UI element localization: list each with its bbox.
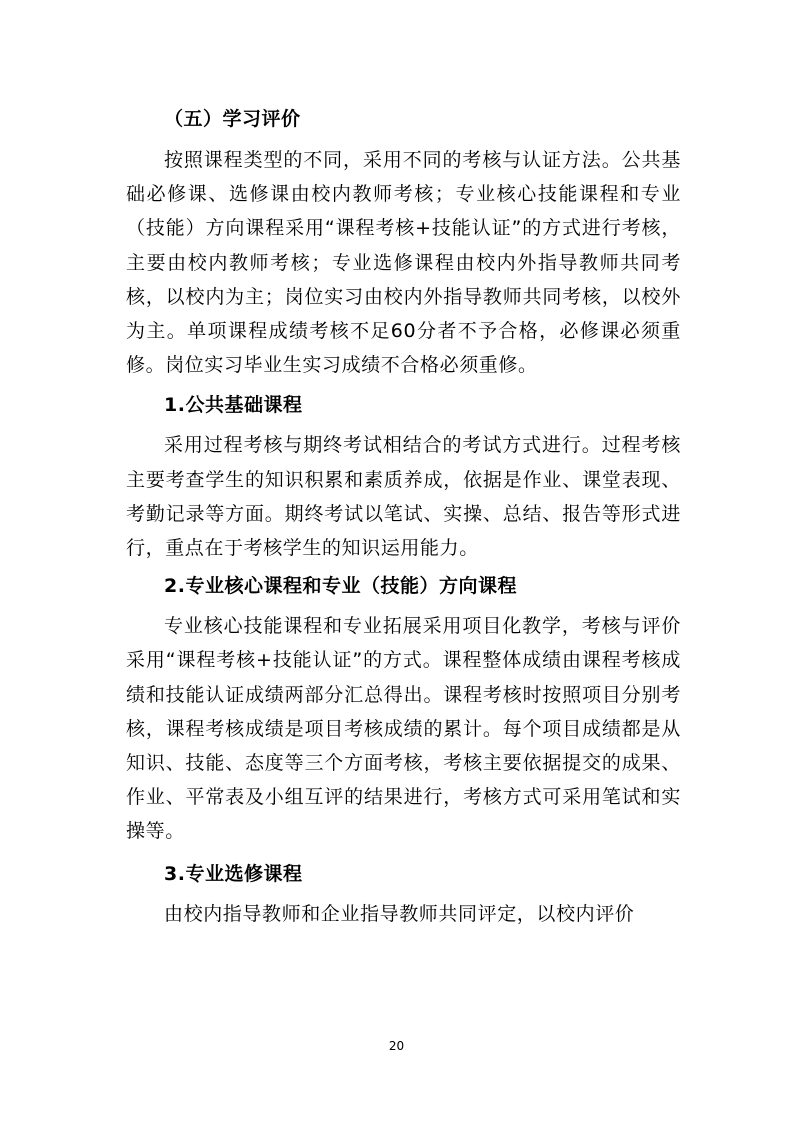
page-number: 20 <box>388 1039 405 1053</box>
section-heading: （五）学习评价 <box>164 108 301 130</box>
page-content <box>126 106 681 931</box>
subheading-elective-courses: 3.专业选修课程 <box>164 862 303 885</box>
subheading-core-and-direction-courses: 2.专业核心课程和专业（技能）方向课程 <box>164 575 517 598</box>
elective-courses-paragraph: 由校内指导教师和企业指导教师共同评定，以校内评价 <box>164 902 635 925</box>
core-and-direction-courses-paragraph: 专业核心技能课程和专业拓展采用项目化教学，考核与评价采用“课程考核+技能认证”的方式。课程整体成绩由课程考核成绩和技能认证成绩两部分汇总得出。课程考核时按照项目分别考核，课程考核成绩是项目考核成绩的累计。每个项目成绩都是从知识、技能、态度等三个方面考核，考核主要依据提交的成果、作业、平常表及小组互评的结果进行，考核方式可采用笔试和实操等。 <box>126 615 681 843</box>
public-basic-courses-paragraph: 采用过程考核与期终考试相结合的考试方式进行。过程考核主要考查学生的知识积累和素质养成，依据是作业、课堂表现、考勤记录等方面。期终考试以笔试、实操、总结、报告等形式进行，重点在于考核学生的知识运用能力。 <box>126 434 681 560</box>
subheading-public-basic-courses: 1.公共基础课程 <box>164 394 303 417</box>
section-intro-paragraph: 按照课程类型的不同，采用不同的考核与认证方法。公共基础必修课、选修课由校内教师考核；专业核心技能课程和专业（技能）方向课程采用“课程考核+技能认证”的方式进行考核，主要由校内教师考核；专业选修课程由校内外指导教师共同考核，以校内为主；岗位实习由校内外指导教师共同考核，以校外为主。单项课程成绩考核不足60分者不予合格，必修课必须重修。岗位实习毕业生实习成绩不合格必须重修。 <box>126 149 681 377</box>
